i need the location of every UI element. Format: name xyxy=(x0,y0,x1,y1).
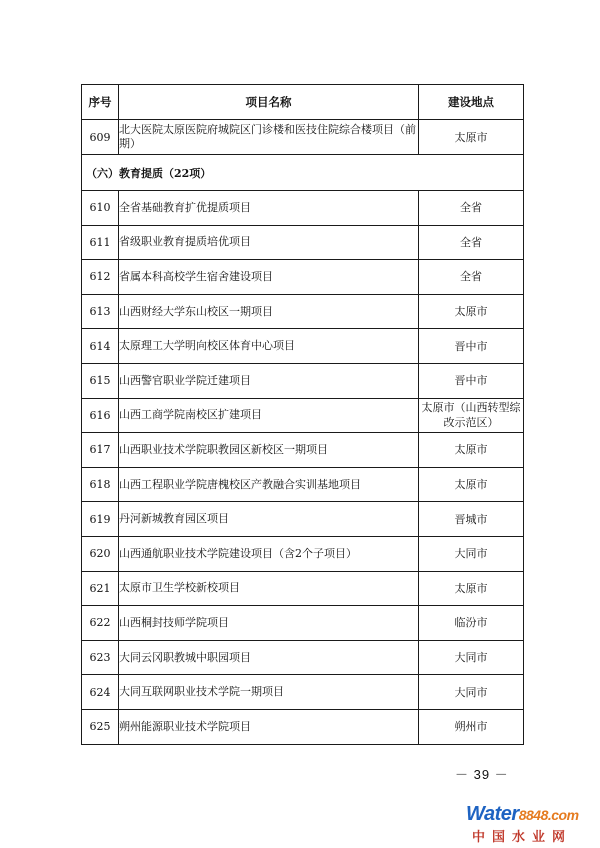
table-row xyxy=(82,709,524,744)
row-num: 618 xyxy=(82,467,119,502)
header-location: 建设地点 xyxy=(419,85,524,120)
row-num: 623 xyxy=(82,640,119,675)
row-num: 610 xyxy=(82,191,119,226)
row-num: 611 xyxy=(82,225,119,260)
row-num: 616 xyxy=(82,398,119,433)
row-location: 太原市 xyxy=(419,120,524,155)
watermark-logo xyxy=(466,803,596,845)
row-name: 北大医院太原医院府城院区门诊楼和医技住院综合楼项目（前期） xyxy=(119,120,419,155)
row-name: 山西警官职业学院迁建项目 xyxy=(119,363,419,398)
table-row xyxy=(82,120,524,155)
header-name: 项目名称 xyxy=(119,85,419,120)
row-location: 大同市 xyxy=(419,675,524,710)
table-row xyxy=(82,294,524,329)
row-num: 615 xyxy=(82,363,119,398)
row-name: 省级职业教育提质培优项目 xyxy=(119,225,419,260)
table-row xyxy=(82,398,524,433)
table-row xyxy=(82,675,524,710)
page-number: － 39 － xyxy=(455,767,509,782)
row-name: 全省基础教育扩优提质项目 xyxy=(119,191,419,226)
watermark-cn: 中国水业网 xyxy=(472,830,573,845)
row-name: 山西财经大学东山校区一期项目 xyxy=(119,294,419,329)
project-table xyxy=(81,84,524,745)
table-row xyxy=(82,225,524,260)
row-location: 太原市 xyxy=(419,571,524,606)
row-name: 大同互联网职业技术学院一期项目 xyxy=(119,675,419,710)
table-row xyxy=(82,467,524,502)
row-location: 大同市 xyxy=(419,536,524,571)
row-num: 620 xyxy=(82,536,119,571)
row-location: 太原市 xyxy=(419,433,524,468)
table-row xyxy=(82,536,524,571)
table-row xyxy=(82,571,524,606)
row-location: 临汾市 xyxy=(419,606,524,641)
table-row xyxy=(82,640,524,675)
section-title: （六）教育提质（22项） xyxy=(82,155,524,191)
row-name: 山西通航职业技术学院建设项目（含2个子项目） xyxy=(119,536,419,571)
row-location: 全省 xyxy=(419,260,524,295)
row-location: 晋中市 xyxy=(419,329,524,364)
row-location: 全省 xyxy=(419,225,524,260)
row-name: 太原理工大学明向校区体育中心项目 xyxy=(119,329,419,364)
row-num: 612 xyxy=(82,260,119,295)
row-name: 山西工程职业学院唐槐校区产教融合实训基地项目 xyxy=(119,467,419,502)
row-name: 大同云冈职教城中职园项目 xyxy=(119,640,419,675)
row-location: 太原市（山西转型综改示范区） xyxy=(419,398,524,433)
row-num: 613 xyxy=(82,294,119,329)
row-num: 617 xyxy=(82,433,119,468)
table-row xyxy=(82,606,524,641)
row-location: 太原市 xyxy=(419,467,524,502)
row-num: 624 xyxy=(82,675,119,710)
row-location: 晋城市 xyxy=(419,502,524,537)
table-row xyxy=(82,433,524,468)
row-location: 大同市 xyxy=(419,640,524,675)
row-name: 朔州能源职业技术学院项目 xyxy=(119,709,419,744)
row-name: 省属本科高校学生宿舍建设项目 xyxy=(119,260,419,295)
row-num: 614 xyxy=(82,329,119,364)
row-name: 山西桐封技师学院项目 xyxy=(119,606,419,641)
row-location: 朔州市 xyxy=(419,709,524,744)
row-num: 619 xyxy=(82,502,119,537)
row-location: 全省 xyxy=(419,191,524,226)
header-num: 序号 xyxy=(82,85,119,120)
table-row xyxy=(82,191,524,226)
row-num: 625 xyxy=(82,709,119,744)
row-name: 山西职业技术学院职教园区新校区一期项目 xyxy=(119,433,419,468)
row-location: 太原市 xyxy=(419,294,524,329)
table-row xyxy=(82,329,524,364)
table-row xyxy=(82,363,524,398)
row-name: 丹河新城教育园区项目 xyxy=(119,502,419,537)
section-row xyxy=(82,155,524,191)
row-num: 621 xyxy=(82,571,119,606)
row-name: 山西工商学院南校区扩建项目 xyxy=(119,398,419,433)
watermark-brand: Water8848.com xyxy=(466,803,579,825)
row-num: 622 xyxy=(82,606,119,641)
row-name: 太原市卫生学校新校项目 xyxy=(119,571,419,606)
table-row xyxy=(82,502,524,537)
row-location: 晋中市 xyxy=(419,363,524,398)
table-row xyxy=(82,260,524,295)
table-header-row xyxy=(82,85,524,120)
row-num: 609 xyxy=(82,120,119,155)
